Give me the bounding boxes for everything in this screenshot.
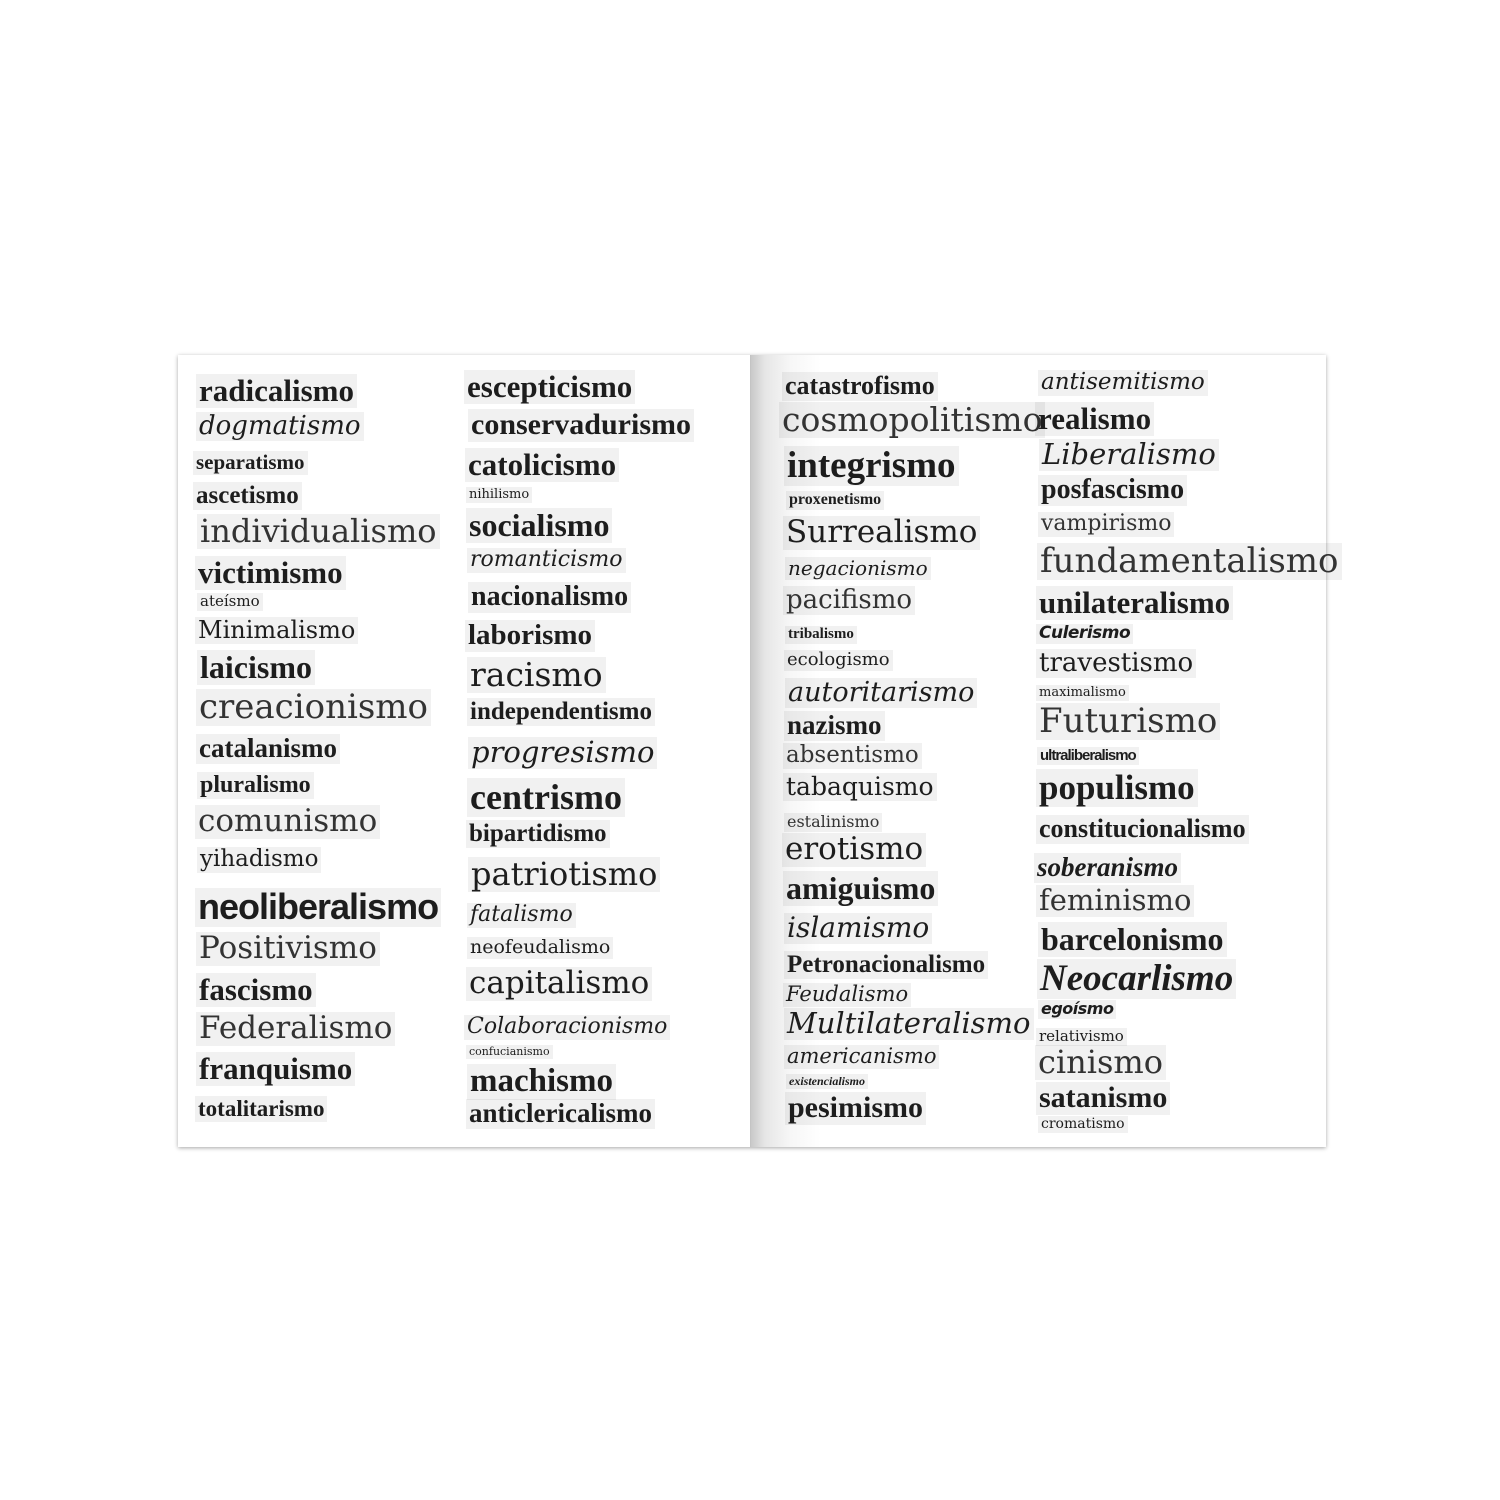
ism-word: fatalismo bbox=[467, 903, 576, 928]
ism-word: separatismo bbox=[193, 451, 308, 475]
ism-word: totalitarismo bbox=[195, 1096, 327, 1122]
ism-word: capitalismo bbox=[466, 967, 652, 1001]
ism-word: Futurismo bbox=[1036, 703, 1220, 740]
ism-word: cinismo bbox=[1035, 1045, 1166, 1080]
ism-word: racismo bbox=[467, 657, 606, 693]
ism-word: posfascismo bbox=[1038, 475, 1187, 506]
ism-word: nihilismo bbox=[466, 487, 532, 503]
ism-word: Federalismo bbox=[196, 1012, 395, 1046]
ism-word: constitucionalismo bbox=[1036, 815, 1249, 844]
ism-word: erotismo bbox=[782, 833, 926, 867]
ism-word: socialismo bbox=[466, 508, 612, 543]
ism-word: populismo bbox=[1036, 769, 1198, 807]
ism-word: Petronacionalismo bbox=[784, 951, 988, 979]
ism-word: creacionismo bbox=[196, 689, 431, 726]
ism-word: relativismo bbox=[1036, 1028, 1127, 1046]
ism-word: catastrofismo bbox=[782, 372, 938, 401]
ism-word: existencialismo bbox=[786, 1074, 868, 1089]
ism-word: Colaboracionismo bbox=[464, 1015, 670, 1040]
ism-word: Neocarlismo bbox=[1037, 959, 1236, 999]
ism-word: tabaquismo bbox=[783, 773, 937, 801]
ism-word: tribalismo bbox=[785, 626, 857, 644]
ism-word: Multilateralismo bbox=[784, 1008, 1034, 1040]
ism-word: ateísmo bbox=[197, 593, 263, 611]
ism-word: absentismo bbox=[783, 743, 922, 769]
ism-word: patriotismo bbox=[468, 857, 660, 892]
ism-word: autoritarismo bbox=[785, 678, 977, 708]
ism-word: ecologismo bbox=[784, 650, 893, 671]
ism-word: barcelonismo bbox=[1038, 922, 1227, 957]
right-page bbox=[751, 355, 1339, 1147]
ism-word: antisemitismo bbox=[1038, 370, 1208, 396]
ism-word: cromatismo bbox=[1038, 1116, 1128, 1133]
ism-word: anticlericalismo bbox=[466, 1099, 655, 1129]
ism-word: centrismo bbox=[467, 778, 625, 817]
ism-word: fundamentalismo bbox=[1037, 543, 1342, 580]
ism-word: individualismo bbox=[197, 514, 440, 549]
ism-word: proxenetismo bbox=[786, 491, 884, 510]
ism-word: Feudalismo bbox=[783, 983, 911, 1007]
ism-word: dogmatismo bbox=[196, 412, 364, 441]
ism-word: estalinismo bbox=[784, 813, 882, 832]
ism-word: comunismo bbox=[195, 805, 380, 839]
ism-word: escepticismo bbox=[464, 370, 635, 404]
ism-word: feminismo bbox=[1036, 885, 1194, 917]
ism-word: islamismo bbox=[784, 913, 932, 944]
ism-word: unilateralismo bbox=[1036, 586, 1233, 620]
ism-word: conservadurismo bbox=[468, 409, 694, 442]
ism-word: negacionismo bbox=[785, 557, 931, 580]
ism-word: Minimalismo bbox=[195, 617, 358, 644]
ism-word: machismo bbox=[467, 1064, 616, 1100]
ism-word: realismo bbox=[1035, 402, 1154, 436]
left-page bbox=[178, 355, 751, 1147]
ism-word: bipartidismo bbox=[466, 820, 610, 848]
ism-word: egoísmo bbox=[1038, 1000, 1116, 1019]
ism-word: travestismo bbox=[1036, 649, 1196, 678]
ism-word: satanismo bbox=[1036, 1082, 1170, 1115]
ism-word: Positivismo bbox=[196, 932, 380, 966]
ism-word: vampirismo bbox=[1038, 512, 1174, 537]
ism-word: pesimismo bbox=[785, 1092, 926, 1125]
ism-word: fascismo bbox=[196, 973, 316, 1007]
ism-word: catalanismo bbox=[196, 734, 340, 764]
ism-word: Surrealismo bbox=[783, 516, 980, 550]
ism-word: independentismo bbox=[467, 698, 655, 726]
ism-word: franquismo bbox=[196, 1052, 355, 1086]
ism-word: victimismo bbox=[195, 556, 346, 590]
ism-word: ascetismo bbox=[193, 482, 302, 510]
ism-word: ultraliberalismo bbox=[1037, 747, 1139, 765]
ism-word: laicismo bbox=[197, 650, 315, 685]
book-spread bbox=[178, 355, 1339, 1147]
ism-word: confucianismo bbox=[466, 1045, 553, 1059]
ism-word: soberanismo bbox=[1034, 853, 1181, 883]
ism-word: nazismo bbox=[784, 711, 885, 741]
ism-word: nacionalismo bbox=[468, 582, 631, 613]
ism-word: laborismo bbox=[465, 620, 595, 652]
ism-word: catolicismo bbox=[465, 448, 619, 482]
ism-word: radicalismo bbox=[196, 374, 357, 408]
ism-word: Liberalismo bbox=[1039, 439, 1219, 471]
ism-word: maximalismo bbox=[1036, 685, 1129, 701]
ism-word: cosmopolitismo bbox=[779, 402, 1045, 438]
ism-word: pluralismo bbox=[197, 772, 314, 799]
ism-word: yihadismo bbox=[197, 847, 321, 873]
ism-word: amiguismo bbox=[783, 871, 938, 906]
ism-word: neoliberalismo bbox=[195, 888, 441, 927]
ism-word: romanticismo bbox=[467, 548, 626, 573]
ism-word: neofeudalismo bbox=[467, 937, 613, 959]
ism-word: pacifismo bbox=[783, 586, 915, 615]
ism-word: Culerismo bbox=[1036, 624, 1133, 644]
ism-word: integrismo bbox=[784, 446, 959, 486]
ism-word: progresismo bbox=[468, 737, 657, 769]
ism-word: americanismo bbox=[784, 1045, 939, 1069]
